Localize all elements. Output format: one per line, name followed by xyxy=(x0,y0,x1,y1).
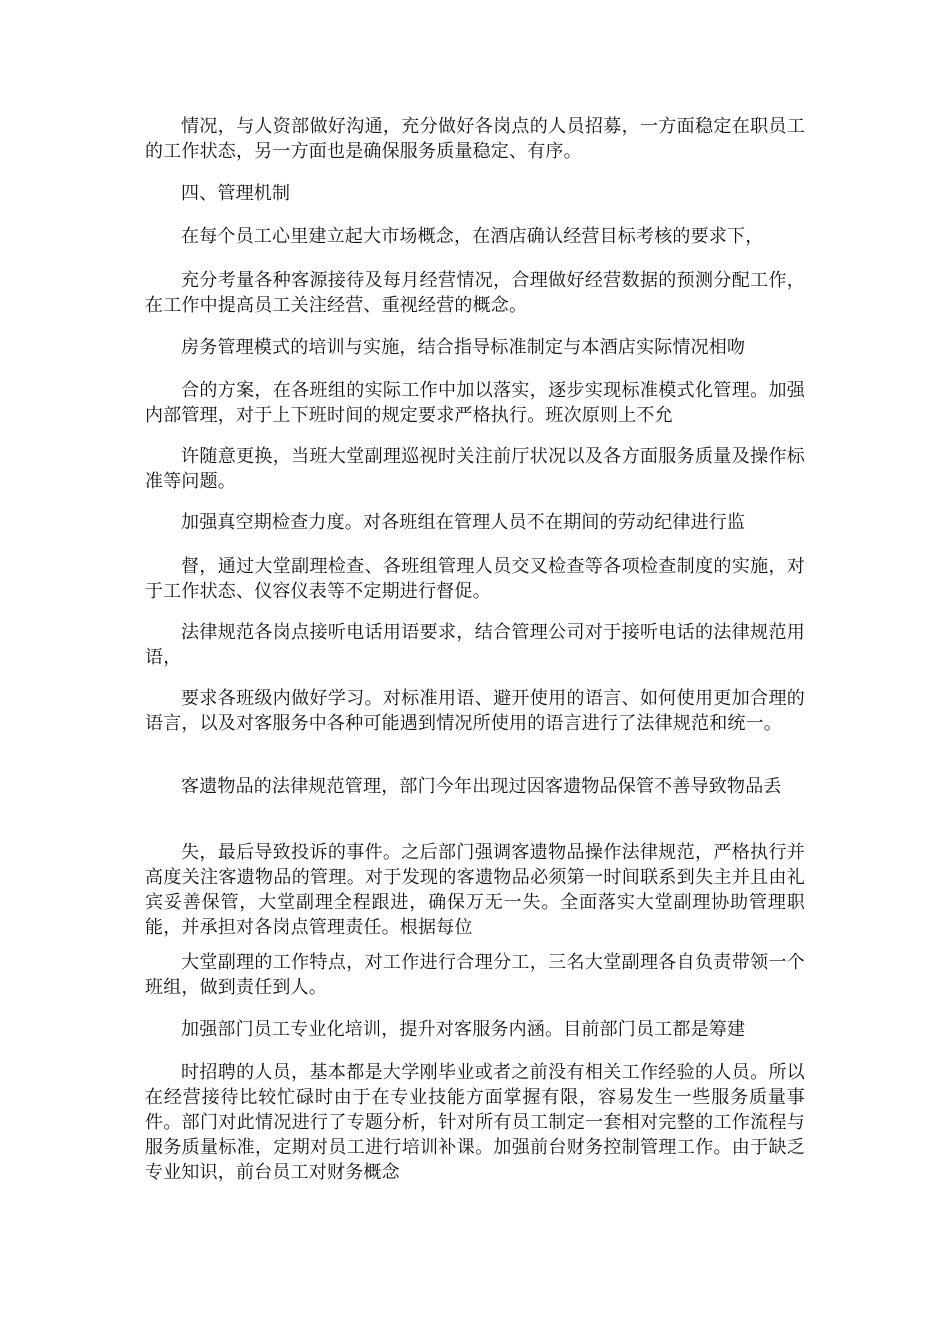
paragraph-14: 加强部门员工专业化培训，提升对客服务内涵。目前部门员工都是筹建 xyxy=(181,1019,746,1040)
paragraph-12: 失，最后导致投诉的事件。之后部门强调客遗物品操作法律规范，严格执行并高度关注客遗物品的管理。对于发现的客遗物品必须第一时间联系到失主并且由礼宾妥善保管，大堂副理全程跟进，确保万无一失。全面落实大堂副理协助管理职能，并承担对各岗点管理责任。根据每位 xyxy=(145,842,805,938)
paragraph-9: 法律规范各岗点接听电话用语要求，结合管理公司对于接听电话的法律规范用语， xyxy=(145,622,805,668)
paragraph-6: 许随意更换，当班大堂副理巡视时关注前厅状况以及各方面服务质量及操作标准等问题。 xyxy=(145,446,805,492)
paragraph-10: 要求各班级内做好学习。对标准用语、避开使用的语言、如何使用更加合理的语言，以及对客服务中各种可能遇到情况所使用的语言进行了法律规范和统一。 xyxy=(145,688,805,734)
paragraph-3: 充分考量各种客源接待及每月经营情况，合理做好经营数据的预测分配工作，在工作中提高员工关注经营、重视经营的概念。 xyxy=(145,270,805,316)
paragraph-8: 督，通过大堂副理检查、各班组管理人员交叉检查等各项检查制度的实施，对于工作状态、仪容仪表等不定期进行督促。 xyxy=(145,556,805,602)
paragraph-7: 加强真空期检查力度。对各班组在管理人员不在期间的劳动纪律进行监 xyxy=(181,512,746,533)
paragraph-11: 客遗物品的法律规范管理，部门今年出现过因客遗物品保管不善导致物品丢 xyxy=(181,776,782,797)
section-heading-management: 四、管理机制 xyxy=(181,183,291,204)
paragraph-2: 在每个员工心里建立起大市场概念，在酒店确认经营目标考核的要求下， xyxy=(181,226,764,247)
paragraph-1: 情况，与人资部做好沟通，充分做好各岗点的人员招募，一方面稳定在职员工的工作状态，另一方面也是确保服务质量稳定、有序。 xyxy=(145,116,805,162)
paragraph-5: 合的方案，在各班组的实际工作中加以落实，逐步实现标准模式化管理。加强内部管理，对于上下班时间的规定要求严格执行。班次原则上不允 xyxy=(145,380,805,426)
paragraph-15: 时招聘的人员，基本都是大学刚毕业或者之前没有相关工作经验的人员。所以在经营接待比较忙碌时由于在专业技能方面掌握有限，容易发生一些服务质量事件。部门对此情况进行了专题分析，针对所有员工制定一套相对完整的工作流程与服务质量标准，定期对员工进行培训补课。加强前台财务控制管理工作。由于缺乏专业知识，前台员工对财务概念 xyxy=(145,1062,805,1183)
paragraph-13: 大堂副理的工作特点，对工作进行合理分工，三名大堂副理各自负责带领一个班组，做到责任到人。 xyxy=(145,952,805,998)
paragraph-4: 房务管理模式的培训与实施，结合指导标准制定与本酒店实际情况相吻 xyxy=(181,337,746,358)
